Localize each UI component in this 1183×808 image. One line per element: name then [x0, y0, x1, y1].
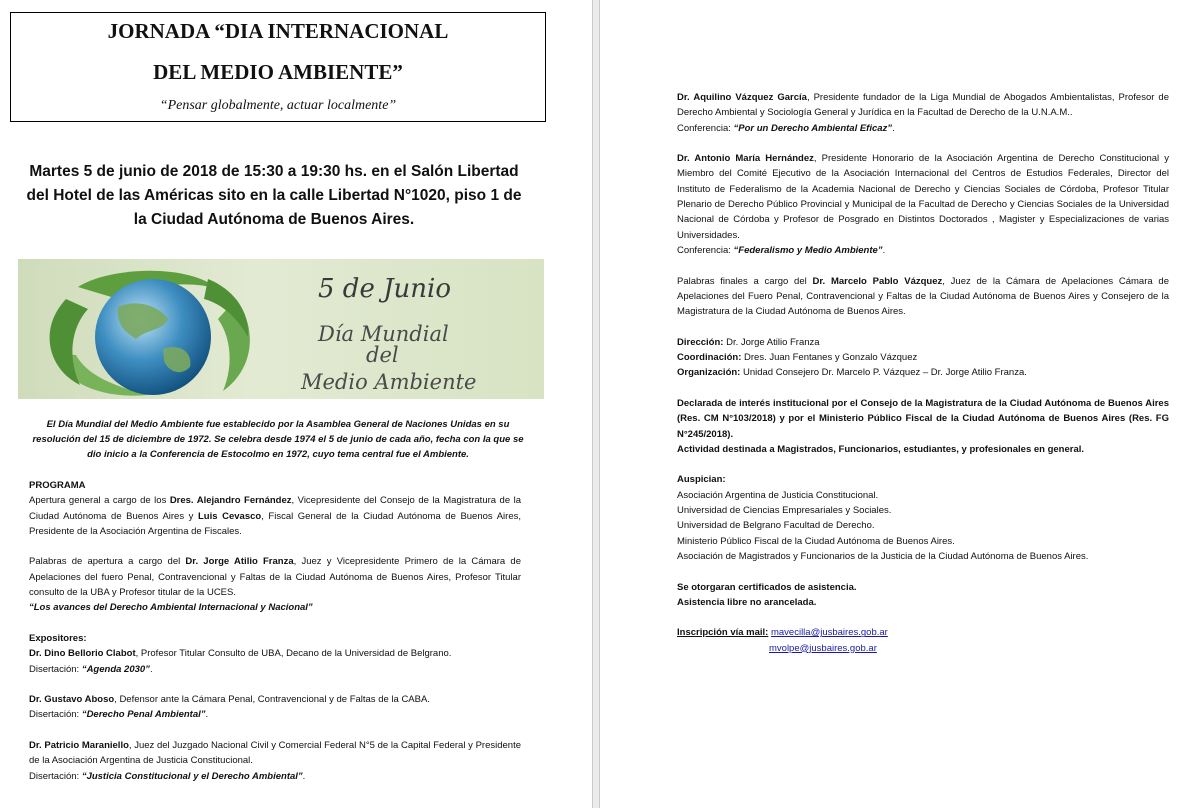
banner-line1: Día Mundial	[318, 322, 449, 346]
talk-end: .	[149, 663, 153, 675]
page-gutter	[592, 0, 600, 808]
registration-label: Inscripción vía mail:	[677, 627, 769, 639]
talk-end: .	[892, 122, 895, 134]
closing-speaker: Dr. Marcelo Pablo Vázquez	[812, 275, 943, 287]
intro-line1: El Día Mundial del Medio Ambiente fue establecido por la Asamblea General de Naciones Unidas en su	[46, 419, 510, 430]
closing-text-2: , Juez de la Cámara de Apelaciones Cámara de Apelaciones del Fuero Penal, Contravencional y Faltas de la Ciudad Autónoma de Buenos Aires y Consejero de la Magistratura de la Ciudad Autónoma de Buenos Aires.	[677, 275, 1169, 318]
free-entry-note: Asistencia libre no arancelada.	[677, 596, 817, 608]
intro-paragraph	[24, 417, 532, 462]
talk-title: “Justicia Constitucional y el Derecho Ambiental”	[81, 770, 303, 782]
event-details	[14, 160, 534, 232]
email-link-1[interactable]: mavecilla@jusbaires.gob.ar	[770, 627, 888, 639]
direction-value: Dr. Jorge Atilio Franza	[723, 336, 820, 348]
speaker-bio	[29, 692, 521, 707]
talk-end: .	[882, 244, 886, 256]
speaker-desc: , Profesor Titular Consulto de UBA, Decano de la Universidad de Belgrano.	[135, 648, 452, 660]
speaker-desc: , Presidente fundador de la Liga Mundial de Abogados Ambientalistas, Profesor de Derecho Ambiental y Sociología General y Jurídica en la Facultad de Derecho de la U.N.A.M..	[677, 92, 1169, 119]
speaker-bio	[677, 90, 1169, 121]
closing-text: Palabras finales a cargo del	[677, 275, 813, 287]
speaker-bio	[29, 646, 521, 661]
closing-paragraph	[677, 274, 1169, 320]
talk-kind: Disertación:	[29, 709, 82, 721]
organization-line	[677, 365, 1169, 380]
sponsor-item: Asociación Argentina de Justicia Constitucional.	[677, 489, 879, 501]
intro-line3: dio inicio a la Conferencia de Estocolmo en 1972, cuyo tema central fue el Ambiente.	[87, 449, 469, 460]
opening-name-1: Dres. Alejandro Fernández	[169, 495, 292, 507]
speaker-name: Dr. Patricio Maraniello	[29, 740, 129, 752]
event-details-line3: la Ciudad Autónoma de Buenos Aires.	[133, 211, 415, 228]
coordination-label: Coordinación:	[677, 352, 742, 364]
banner-date: 5 de Junio	[318, 274, 451, 304]
opening-text-3: , Fiscal General de la Ciudad Autónoma de Buenos Aires, Presidente de la Asociación Argentina de Fiscales.	[29, 510, 521, 537]
welcome-paragraph	[29, 554, 521, 600]
audience: Actividad destinada a Magistrados, Funcionarios, estudiantes, y profesionales en general.	[677, 443, 1085, 455]
event-details-line2: del Hotel de las Américas sito en la calle Libertad N°1020, piso 1 de	[26, 187, 522, 204]
speakers-heading: Expositores:	[29, 632, 87, 644]
speaker-name: Dr. Aquilino Vázquez García	[677, 92, 807, 103]
welcome-text-2: , Juez y Vicepresidente Primero de la Cámara de Apelaciones del fuero Penal, Contravencional y Faltas de la Ciudad Autónoma de Buenos Aires, Profesor Titular consulto de la UBA y Profesor titular de la UCES.	[29, 556, 521, 599]
event-title-line2: DEL MEDIO AMBIENTE”	[153, 60, 403, 84]
talk-title: “Por un Derecho Ambiental Eficaz”	[733, 122, 893, 134]
speaker-talk	[677, 243, 1169, 258]
sponsors-heading: Auspician:	[677, 474, 726, 486]
speaker-talk	[677, 121, 1169, 136]
direction-line	[677, 335, 1169, 350]
speaker-bio	[677, 151, 1169, 243]
motto: “Pensar globalmente, actuar localmente”	[159, 98, 397, 113]
program-section	[29, 478, 521, 784]
declaration: Declarada de interés institucional por el Consejo de la Magistratura de la Ciudad Autónoma de Buenos Aires (Res. CM N°103/2018) y por el Ministerio Público Fiscal de la Ciudad Autónoma de Buenos Aires (Res. FG N°245/2018).	[677, 397, 1169, 440]
speaker-desc: , Juez del Juzgado Nacional Civil y Comercial Federal N°5 de la Capital Federal y Presidente de la Asociación Argentina de Justicia Constitucional.	[29, 740, 521, 767]
sponsor-item: Asociación de Magistrados y Funcionarios de la Justicia de la Ciudad Autónoma de Buenos Aires.	[677, 550, 1089, 562]
organization-value: Unidad Consejero Dr. Marcelo P. Vázquez – Dr. Jorge Atilio Franza.	[740, 367, 1027, 379]
title-box	[10, 12, 546, 122]
email-link-2[interactable]: mvolpe@jusbaires.gob.ar	[769, 642, 877, 654]
environment-day-banner	[18, 259, 544, 399]
banner-line2: del	[366, 343, 399, 367]
program-continued	[677, 90, 1169, 656]
opening-name-2: Luis Cevasco	[198, 510, 262, 522]
talk-kind: Disertación:	[29, 663, 82, 675]
event-details-line1: Martes 5 de junio de 2018 de 15:30 a 19:30 hs. en el Salón Libertad	[29, 163, 519, 180]
welcome-speaker: Dr. Jorge Atilio Franza	[185, 556, 294, 568]
talk-kind: Disertación:	[29, 770, 82, 782]
intro-line2: resolución del 15 de diciembre de 1972. Se celebra desde 1974 el 5 de junio de cada año, fecha con la que se	[32, 434, 524, 445]
speaker-name: Dr. Dino Bellorio Clabot	[29, 648, 136, 660]
speaker-talk	[29, 662, 521, 677]
talk-end: .	[302, 770, 306, 782]
page-right	[600, 0, 1183, 808]
banner-image	[18, 259, 544, 399]
speaker-name: Dr. Gustavo Aboso	[29, 694, 115, 706]
sponsor-item: Ministerio Público Fiscal de la Ciudad Autónoma de Buenos Aires.	[677, 535, 955, 547]
talk-end: .	[205, 709, 209, 721]
speaker-desc: , Presidente Honorario de la Asociación Argentina de Derecho Constitucional y Miembro del Comité Ejecutivo de la Asociación Internacional del Centros de Estudios Federales, Director del Instituto de Federalismo de la Academia Nacional de Derecho y Ciencias Sociales de Córdoba, Profesor Titular Plenario de Derecho Público Provincial y Municipal de la Facultad de Derecho y Ciencias Sociales de la Universidad Nacional de Córdoba y Profesor de Posgrado en Distintos Doctorados , Magister y Especializaciones de varias Universidades.	[677, 153, 1170, 241]
talk-title: “Agenda 2030”	[81, 663, 150, 675]
talk-title: “Federalismo y Medio Ambiente”	[733, 244, 883, 256]
banner-line3: Medio Ambiente	[301, 370, 477, 394]
certificates-note: Se otorgaran certificados de asistencia.	[677, 581, 857, 593]
direction-label: Dirección:	[677, 336, 724, 348]
speaker-talk	[29, 707, 521, 722]
sponsor-item: Universidad de Ciencias Empresariales y Sociales.	[677, 505, 892, 517]
coordination-line	[677, 350, 1169, 365]
registration-line-2	[677, 641, 1169, 656]
opening-text-2: , Vicepresidente del Consejo de la Magistratura de la Ciudad Autónoma de Buenos Aires y	[29, 495, 521, 522]
welcome-talk: “Los avances del Derecho Ambiental Internacional y Nacional”	[29, 602, 313, 614]
speaker-desc: , Defensor ante la Cámara Penal, Contravencional y de Faltas de la CABA.	[114, 694, 430, 706]
coordination-value: Dres. Juan Fentanes y Gonzalo Vázquez	[741, 352, 918, 364]
opening-text: Apertura general a cargo de los	[29, 495, 170, 507]
talk-title: “Derecho Penal Ambiental”	[81, 709, 206, 721]
program-heading: PROGRAMA	[29, 480, 86, 491]
organization-label: Organización:	[677, 367, 741, 379]
opening-paragraph	[29, 493, 521, 539]
welcome-text: Palabras de apertura a cargo del	[29, 556, 186, 568]
talk-kind: Conferencia:	[677, 122, 734, 134]
talk-kind: Conferencia:	[677, 244, 734, 256]
registration-line	[677, 625, 1169, 640]
speaker-talk	[29, 769, 521, 784]
speaker-name: Dr. Antonio María Hernández	[677, 153, 814, 165]
sponsor-item: Universidad de Belgrano Facultad de Derecho.	[677, 520, 875, 532]
speaker-bio	[29, 738, 521, 769]
event-title-line1: JORNADA “DIA INTERNACIONAL	[107, 19, 449, 43]
